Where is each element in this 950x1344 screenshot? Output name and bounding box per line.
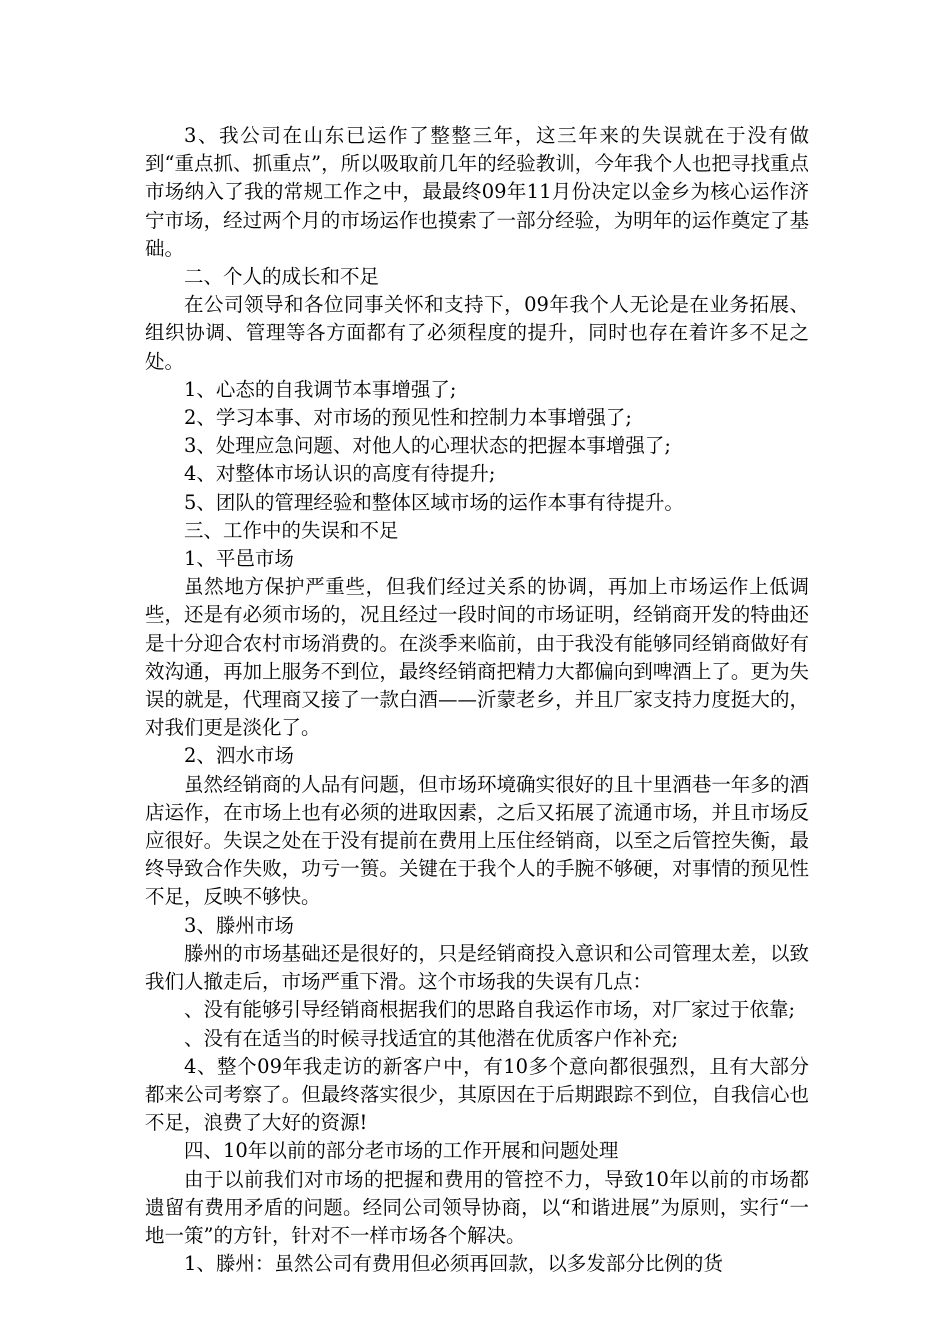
heading-old-markets: 四、10年以前的部分老市场的工作开展和问题处理	[184, 1139, 619, 1163]
subheading-sishui-market: 2、泗水市场	[184, 744, 294, 768]
subheading-tengzhou-market: 3、滕州市场	[184, 913, 294, 937]
subheading-pingyi-market: 1、平邑市场	[184, 547, 294, 571]
paragraph-tengzhou-payment: 1、滕州：虽然公司有费用但必须再回款，以多发部分比例的货	[184, 1252, 723, 1276]
paragraph-tengzhou: 滕州的市场基础还是很好的，只是经销商投入意识和公司管理太差，以致我们人撤走后，市场严重下滑。这个市场我的失误有几点：	[145, 941, 809, 994]
list-item-growth-4: 4、对整体市场认识的高度有待提升;	[184, 462, 496, 486]
heading-mistakes: 三、工作中的失误和不足	[184, 518, 399, 542]
list-item-tengzhou-2: 、没有在适当的时候寻找适宜的其他潜在优质客户作补充;	[184, 1026, 679, 1050]
paragraph-shandong-summary: 3、我公司在山东已运作了整整三年，这三年来的失误就在于没有做到“重点抓、抓重点”，所以吸取前几年的经验教训，今年我个人也把寻找重点市场纳入了我的常规工作之中，最最终09年11月份决定以金乡为核心运作济宁市场，经过两个月的市场运作也摸索了一部分经验，为明年的运作奠定了基础。	[145, 124, 809, 260]
paragraph-growth-intro: 在公司领导和各位同事关怀和支持下，09年我个人无论是在业务拓展、组织协调、管理等各方面都有了必须程度的提升，同时也存在着许多不足之处。	[145, 293, 809, 373]
list-item-tengzhou-1: 、没有能够引导经销商根据我们的思路自我运作市场，对厂家过于依靠;	[184, 998, 796, 1022]
heading-personal-growth: 二、个人的成长和不足	[184, 265, 380, 289]
list-item-growth-2: 2、学习本事、对市场的预见性和控制力本事增强了;	[184, 406, 632, 430]
paragraph-sishui: 虽然经销商的人品有问题，但市场环境确实很好的且十里酒巷一年多的酒店运作，在市场上也有必须的进取因素，之后又拓展了流通市场，并且市场反应很好。失误之处在于没有提前在费用上压住经销商，以至之后管控失衡，最终导致合作失败，功亏一篑。关键在于我个人的手腕不够硬，对事情的预见性不足，反映不够快。	[145, 772, 809, 909]
paragraph-new-clients: 4、整个09年我走访的新客户中，有10多个意向都很强烈，且有大部分都来公司考察了。但最终落实很少，其原因在于后期跟踪不到位，自我信心也不足，浪费了大好的资源!	[145, 1054, 809, 1135]
list-item-growth-1: 1、心态的自我调节本事增强了;	[184, 377, 457, 401]
list-item-growth-3: 3、处理应急问题、对他人的心理状态的把握本事增强了;	[184, 434, 671, 458]
paragraph-old-markets: 由于以前我们对市场的把握和费用的管控不力，导致10年以前的市场都遗留有费用矛盾的问题。经同公司领导协商，以“和谐进展”为原则，实行“一地一策”的方针，针对不一样市场各个解决。	[145, 1167, 809, 1247]
document-body	[145, 122, 809, 1278]
paragraph-pingyi: 虽然地方保护严重些，但我们经过关系的协调，再加上市场运作上低调些，还是有必须市场的，况且经过一段时间的市场证明，经销商开发的特曲还是十分迎合农村市场消费的。在淡季来临前，由于我没有能够同经销商做好有效沟通，再加上服务不到位，最终经销商把精力大都偏向到啤酒上了。更为失误的就是，代理商又接了一款白酒——沂蒙老乡，并且厂家支持力度挺大的，对我们更是淡化了。	[145, 575, 809, 740]
list-item-growth-5: 5、团队的管理经验和整体区域市场的运作本事有待提升。	[184, 490, 684, 514]
